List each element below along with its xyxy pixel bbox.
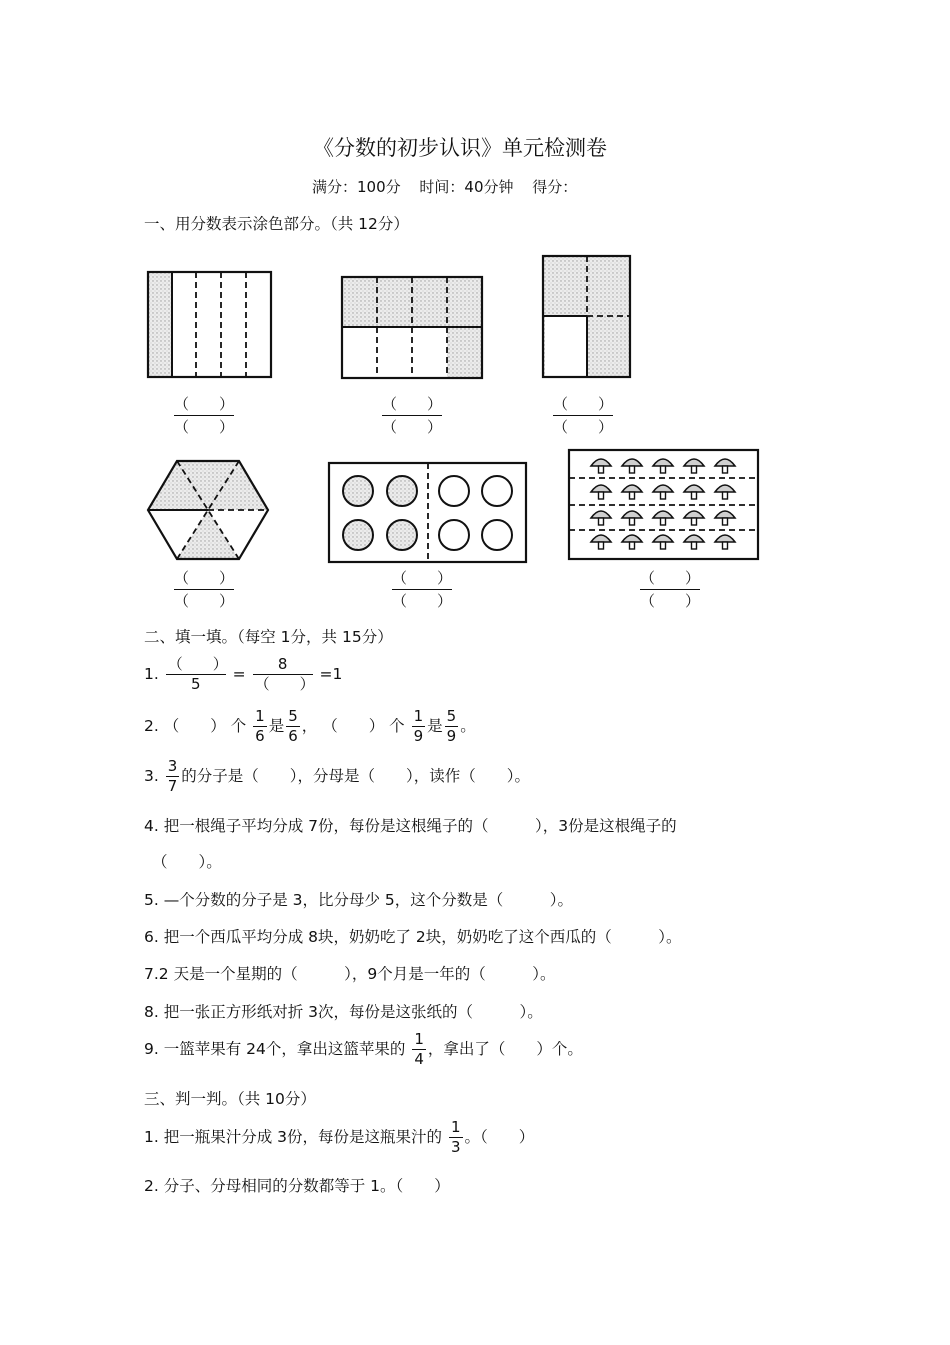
numerator: 8 [253,655,313,675]
figure-6-mushrooms [569,450,758,559]
question-text: ，拿出了（ ）个。 [427,1040,583,1058]
answer-fraction-6[interactable] [640,567,700,612]
answer-denominator: （ ） [553,418,614,436]
mushroom-icon [653,511,673,525]
section3-heading: 三、判一判。（共 10分） [144,1090,316,1108]
section2-heading: 二、填一填。（每空 1分，共 15分） [144,628,393,646]
mushroom-icon [684,459,704,473]
answer-numerator: （ ） [174,393,234,416]
answer-fraction-1[interactable] [174,393,234,438]
mushroom-icon [653,485,673,499]
question-2-4: 4. 把一根绳子平均分成 7份，每份是这根绳子的（ ），3份是这根绳子的 [144,817,677,835]
mushroom-icon [622,511,642,525]
mushroom-icon [653,535,673,549]
fraction-8-over-blank[interactable] [253,655,313,694]
mushroom-icon [684,511,704,525]
time-limit: 时间：40分钟 [419,178,514,196]
answer-denominator: （ ） [392,592,453,610]
numerator: 1 [413,707,424,725]
answer-denominator: （ ） [382,418,443,436]
answer-numerator: （ ） [174,567,234,590]
full-score: 满分：100分 [312,178,401,196]
answer-blank[interactable]: （ ） [163,717,226,735]
numerator: 1 [414,1030,424,1048]
mushroom-icon [715,459,735,473]
answer-numerator: （ ） [553,393,613,416]
answer-denominator: （ ） [174,592,235,610]
mushroom-icon [684,535,704,549]
denominator: （ ） [254,675,315,693]
mushroom-icon [715,511,735,525]
text: 个 [389,717,405,735]
fraction-5-6 [286,707,300,746]
numerator: 3 [167,757,178,775]
score-field: 得分： [532,178,578,196]
mushroom-icon [622,535,642,549]
text: 个 [230,717,247,735]
question-2-4-cont: （ ）。 [152,853,222,871]
mushroom-icon [591,485,611,499]
answer-fraction-2[interactable] [382,393,442,438]
denominator: 7 [167,777,178,795]
question-text: 。（ ） [464,1128,535,1146]
answer-fraction-3[interactable] [553,393,613,438]
denominator: 4 [414,1050,424,1068]
question-2-1 [144,655,342,694]
figure-5-circles [329,463,526,562]
question-2-9 [144,1030,583,1069]
question-2-8: 8. 把一张正方形纸对折 3次，每份是这张纸的（ ）。 [144,1003,543,1021]
text: ， [301,717,318,735]
text: 是 [427,717,443,735]
text: 是 [268,717,285,735]
denominator: 6 [255,727,265,745]
question-number: 1. [144,665,159,683]
text: 。 [460,717,476,735]
mushroom-icon [591,511,611,525]
fraction-1-4 [412,1030,426,1069]
mushroom-icon [591,535,611,549]
fraction-blank-over-5[interactable] [166,655,226,694]
question-2-6: 6. 把一个西瓜平均分成 8块，奶奶吃了 2块，奶奶吃了这个西瓜的（ ）。 [144,928,682,946]
figure-3-square-parts [543,256,630,377]
question-2-3 [144,757,530,796]
section1-heading: 一、用分数表示涂色部分。（共 12分） [144,215,409,233]
figure-4-hexagon [148,461,268,559]
answer-denominator: （ ） [174,418,235,436]
question-2-5: 5. —个分数的分子是 3，比分母少 5，这个分数是（ ）。 [144,891,574,909]
numerator: （ ） [167,655,228,673]
denominator: 5 [190,675,201,693]
numerator: 1 [450,1118,461,1136]
equals-sign: = [232,665,246,683]
answer-numerator: （ ） [392,567,452,590]
fraction-3-7 [166,757,180,796]
figure-1-rect-fifths [148,272,271,377]
equals-one: =1 [319,665,343,683]
fraction-5-9 [445,707,459,746]
question-2-2 [144,707,476,746]
denominator: 9 [413,727,424,745]
fraction-1-6 [253,707,267,746]
mushroom-icon [653,459,673,473]
mushroom-icon [591,459,611,473]
numerator: 5 [288,707,298,725]
question-2-7: 7.2 天是一个星期的（ ），9个月是一年的（ ）。 [144,965,556,983]
question-text: 的分子是（ ），分母是（ ），读作（ ）。 [181,767,531,785]
denominator: 6 [288,727,298,745]
question-number: 2. [144,717,159,735]
mushroom-icon [622,459,642,473]
mushroom-icon [622,485,642,499]
answer-fraction-4[interactable] [174,567,234,612]
numerator: 5 [446,707,457,725]
mushroom-icon [715,535,735,549]
denominator: 9 [446,727,457,745]
mushroom-icon [684,485,704,499]
question-number: 3. [144,767,159,785]
question-3-1 [144,1118,534,1157]
question-text: 9. 一篮苹果有 24个，拿出这篮苹果的 [144,1040,406,1058]
answer-numerator: （ ） [382,393,442,416]
answer-blank[interactable]: （ ） [322,717,385,735]
denominator: 3 [450,1138,461,1156]
page-title: 《分数的初步认识》单元检测卷 [313,136,607,160]
answer-numerator: （ ） [640,567,700,590]
question-text: 1. 把一瓶果汁分成 3份，每份是这瓶果汁的 [144,1128,443,1146]
answer-fraction-5[interactable] [392,567,452,612]
mushroom-icon [715,485,735,499]
question-3-2: 2. 分子、分母相同的分数都等于 1。（ ） [144,1177,450,1195]
answer-denominator: （ ） [640,592,701,610]
fraction-1-3 [449,1118,463,1157]
figure-2-rect-eighths [342,277,482,378]
numerator: 1 [255,707,265,725]
fraction-1-9 [412,707,426,746]
